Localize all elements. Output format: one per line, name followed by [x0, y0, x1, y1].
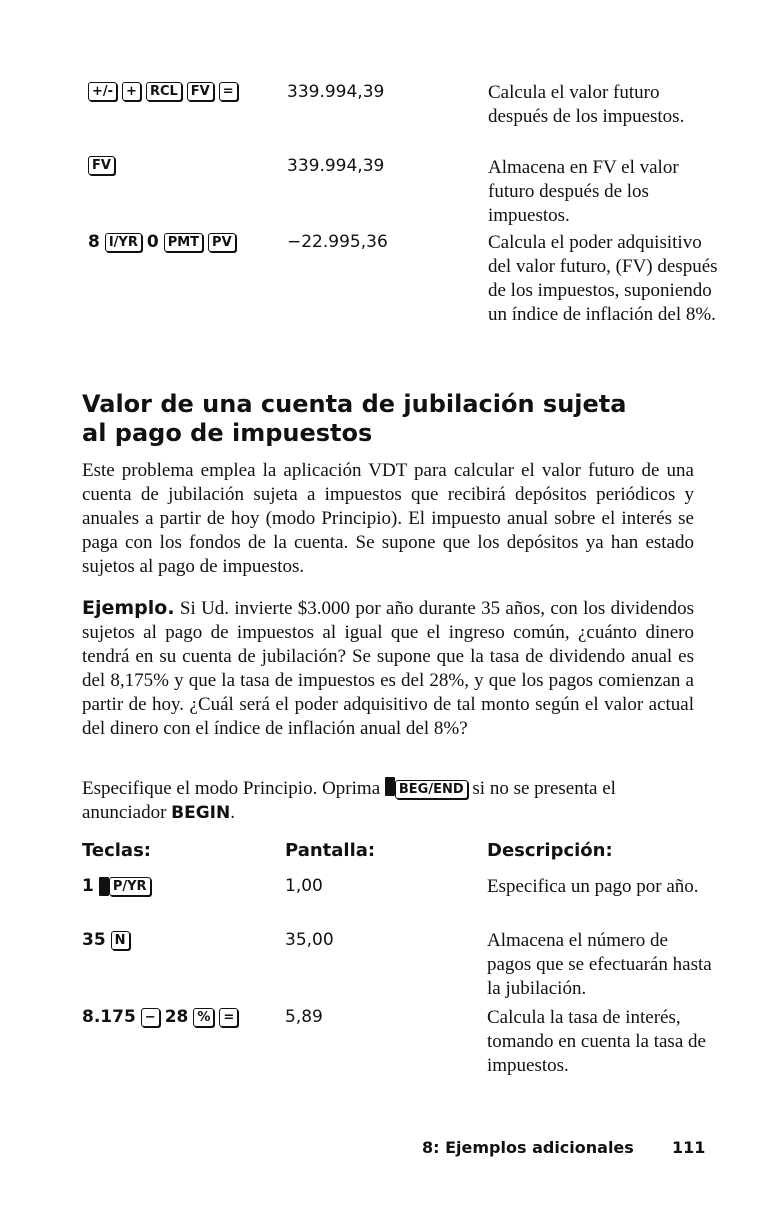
fv-key: FV	[187, 82, 214, 101]
keyseq-row-1	[88, 82, 238, 101]
shift-key	[385, 777, 395, 796]
description-row-6: Calcula la tasa de interés, tomando en cuenta la tasa de impuestos.	[487, 1007, 706, 1076]
fv-key: FV	[88, 156, 115, 175]
percent-key: %	[193, 1008, 214, 1027]
column-header-description: Descripción:	[487, 840, 613, 861]
description-row-5: Almacena el número de pagos que se efectuarán hasta la jubilación.	[487, 930, 712, 999]
keyseq-row-5	[82, 930, 130, 950]
intro-paragraph: Este problema emplea la aplicación VDT para calcular el valor futuro de una cuenta de jubilación sujeta a impuestos que recibirá depósitos periódicos y anuales a partir de hoy (modo Principio). El impuesto anual sobre el interés se paga con los fondos de la cuenta. Se supone que los depósitos ya han estado sujetos al pago de impuestos.	[82, 460, 694, 577]
pyr-key: P/YR	[109, 877, 151, 896]
digit: 8	[88, 232, 100, 252]
n-key: N	[111, 931, 130, 950]
equals-key: =	[219, 1008, 238, 1027]
display-row-6: 5,89	[285, 1007, 323, 1027]
mode-instruction	[82, 777, 694, 825]
footer-chapter: 8: Ejemplos adicionales	[422, 1138, 634, 1157]
pmt-key: PMT	[164, 233, 203, 252]
example-paragraph	[82, 596, 694, 741]
beg-end-key: BEG/END	[395, 780, 468, 799]
column-header-display: Pantalla:	[285, 840, 376, 861]
mode-text-2: si no se presenta el anunciador	[82, 778, 616, 823]
change-sign-key: +/-	[88, 82, 117, 101]
keyseq-row-4	[82, 876, 151, 896]
heading-line-2: al pago de impuestos	[82, 419, 373, 447]
digit: 35	[82, 930, 106, 950]
display-row-1: 339.994,39	[287, 82, 385, 102]
pv-key: PV	[208, 233, 236, 252]
digit: 8.175	[82, 1007, 136, 1027]
keyseq-row-3	[88, 232, 236, 252]
display-row-3: −22.995,36	[287, 232, 388, 252]
begin-annunciator: BEGIN	[171, 803, 231, 823]
shift-key	[99, 877, 109, 896]
description-row-3: Calcula el poder adquisitivo del valor futuro, (FV) después de los impuestos, suponiendo un índice de inflación del 8%.	[488, 232, 718, 325]
digit: 1	[82, 876, 94, 896]
digit: 28	[164, 1007, 189, 1027]
display-row-5: 35,00	[285, 930, 334, 950]
description-row-2: Almacena en FV el valor futuro después de los impuestos.	[488, 157, 679, 226]
rcl-key: RCL	[146, 82, 182, 101]
heading-line-1: Valor de una cuenta de jubilación sujeta	[82, 390, 627, 418]
keyseq-row-2	[88, 156, 115, 175]
display-row-2: 339.994,39	[287, 156, 385, 176]
page-number: 111	[672, 1138, 706, 1157]
keyseq-row-6	[82, 1007, 238, 1027]
section-heading	[82, 390, 642, 448]
display-row-4: 1,00	[285, 876, 323, 896]
digit: 0	[146, 232, 159, 252]
description-row-4: Especifica un pago por año.	[487, 876, 699, 897]
description-row-1: Calcula el valor futuro después de los impuestos.	[488, 82, 685, 127]
plus-key: +	[122, 82, 141, 101]
mode-text-3: .	[230, 802, 235, 823]
example-label: Ejemplo.	[82, 597, 175, 619]
example-text: Si Ud. invierte $3.000 por año durante 35 años, con los dividendos sujetos al pago de impuestos al igual que el ingreso común, ¿cuánto dinero tendrá en su cuenta de jubilación? Se supone que la tasa de dividendo anual es del 8,175% y que la tasa de impuestos es del 28%, y que los pagos comienzan a partir de hoy. ¿Cuál será el poder adquisitivo de tal monto según el valor actual del dinero con el índice de inflación anual del 8%?	[82, 598, 694, 739]
mode-text-1: Especifique el modo Principio. Oprima	[82, 778, 381, 799]
minus-key: −	[141, 1008, 160, 1027]
column-header-keys: Teclas:	[82, 840, 151, 861]
equals-key: =	[219, 82, 238, 101]
iyr-key: I/YR	[105, 233, 142, 252]
